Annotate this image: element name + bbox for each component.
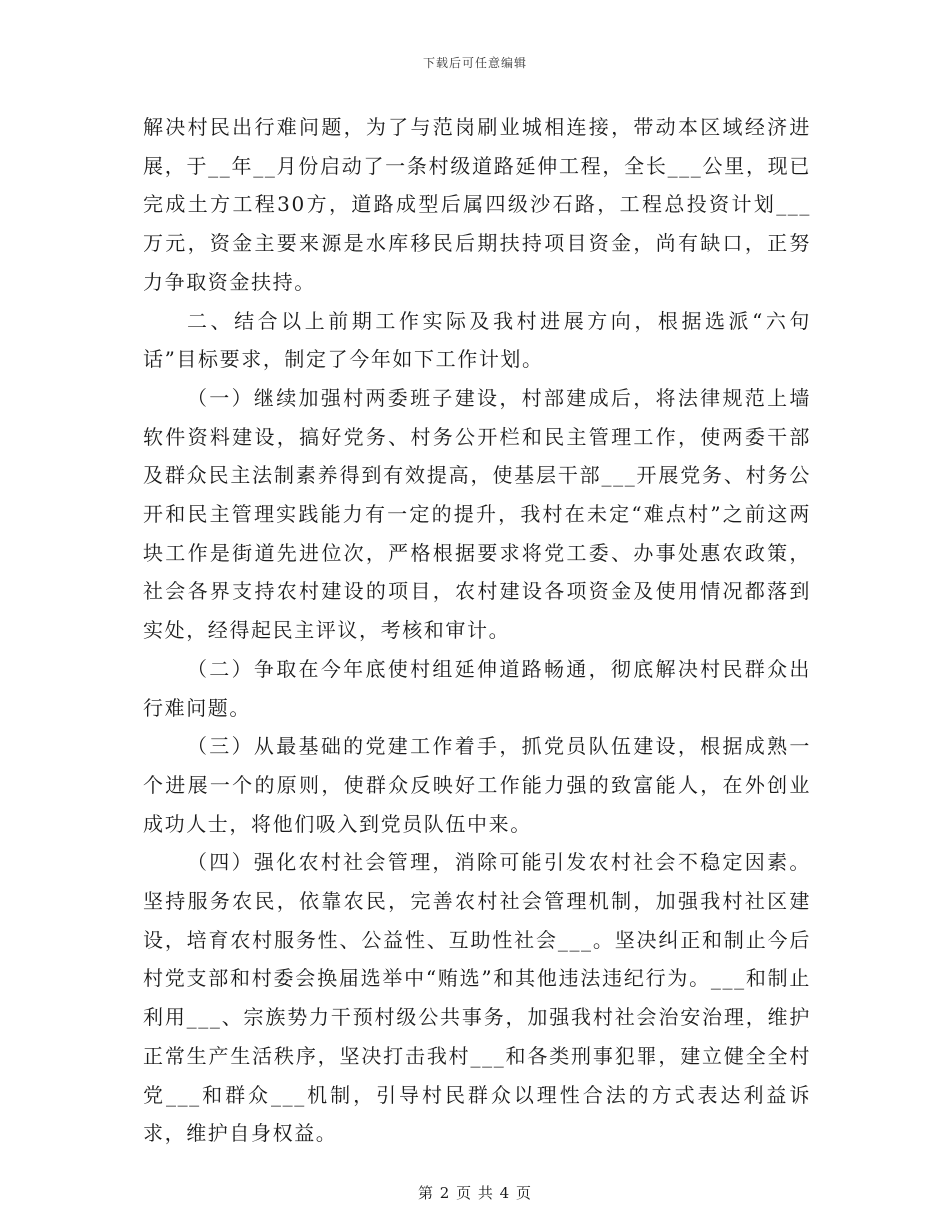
paragraph-plan-item-4: （四）强化农村社会管理，消除可能引发农村社会不稳定因素。坚持服务农民，依靠农民，完善农村社会管理机制，加强我村社区建设，培育农村服务性、公益性、互助性社会___。坚决纠正和制止今后村党支部和村委会换届选举中“贿选”和其他违法违纪行为。___和制止利用___、宗族势力干预村级公共事务，加强我村社会治安治理，维护正常生产生活秩序，坚决打击我村___和各类刑事犯罪，建立健全全村党___和群众___机制，引导村民群众以理性合法的方式表达利益诉求，维护自身权益。: [143, 850, 811, 1146]
page-number: 第 2 页 共 4 页: [418, 1184, 532, 1202]
paragraph-work-plan-intro: 二、结合以上前期工作实际及我村进展方向，根据选派“六句话”目标要求，制定了今年如下工作计划。: [143, 308, 811, 372]
page-header: 下载后可任意编辑: [422, 56, 527, 70]
paragraph-road-project: 解决村民出行难问题，为了与范岗刷业城相连接，带动本区域经济进展，于__年__月份启动了一条村级道路延伸工程，全长___公里，现已完成土方工程30方，道路成型后属四级沙石路，工程总投资计划___万元，资金主要来源是水库移民后期扶持项目资金，尚有缺口，正努力争取资金扶持。: [143, 115, 811, 294]
document-body: [143, 108, 811, 1153]
paragraph-plan-item-3: （三）从最基础的党建工作着手，抓党员队伍建设，根据成熟一个进展一个的原则，使群众反映好工作能力强的致富能人，在外创业成功人士，将他们吸入到党员队伍中来。: [143, 734, 811, 836]
paragraph-plan-item-2: （二）争取在今年底使村组延伸道路畅通，彻底解决村民群众出行难问题。: [143, 656, 811, 720]
paragraph-plan-item-1: （一）继续加强村两委班子建设，村部建成后，将法律规范上墙软件资料建设，搞好党务、村务公开栏和民主管理工作，使两委干部及群众民主法制素养得到有效提高，使基层干部___开展党务、村务公开和民主管理实践能力有一定的提升，我村在未定“难点村”之前这两块工作是街道先进位次，严格根据要求将党工委、办事处惠农政策，社会各界支持农村建设的项目，农村建设各项资金及使用情况都落到实处，经得起民主评议，考核和审计。: [143, 385, 811, 643]
